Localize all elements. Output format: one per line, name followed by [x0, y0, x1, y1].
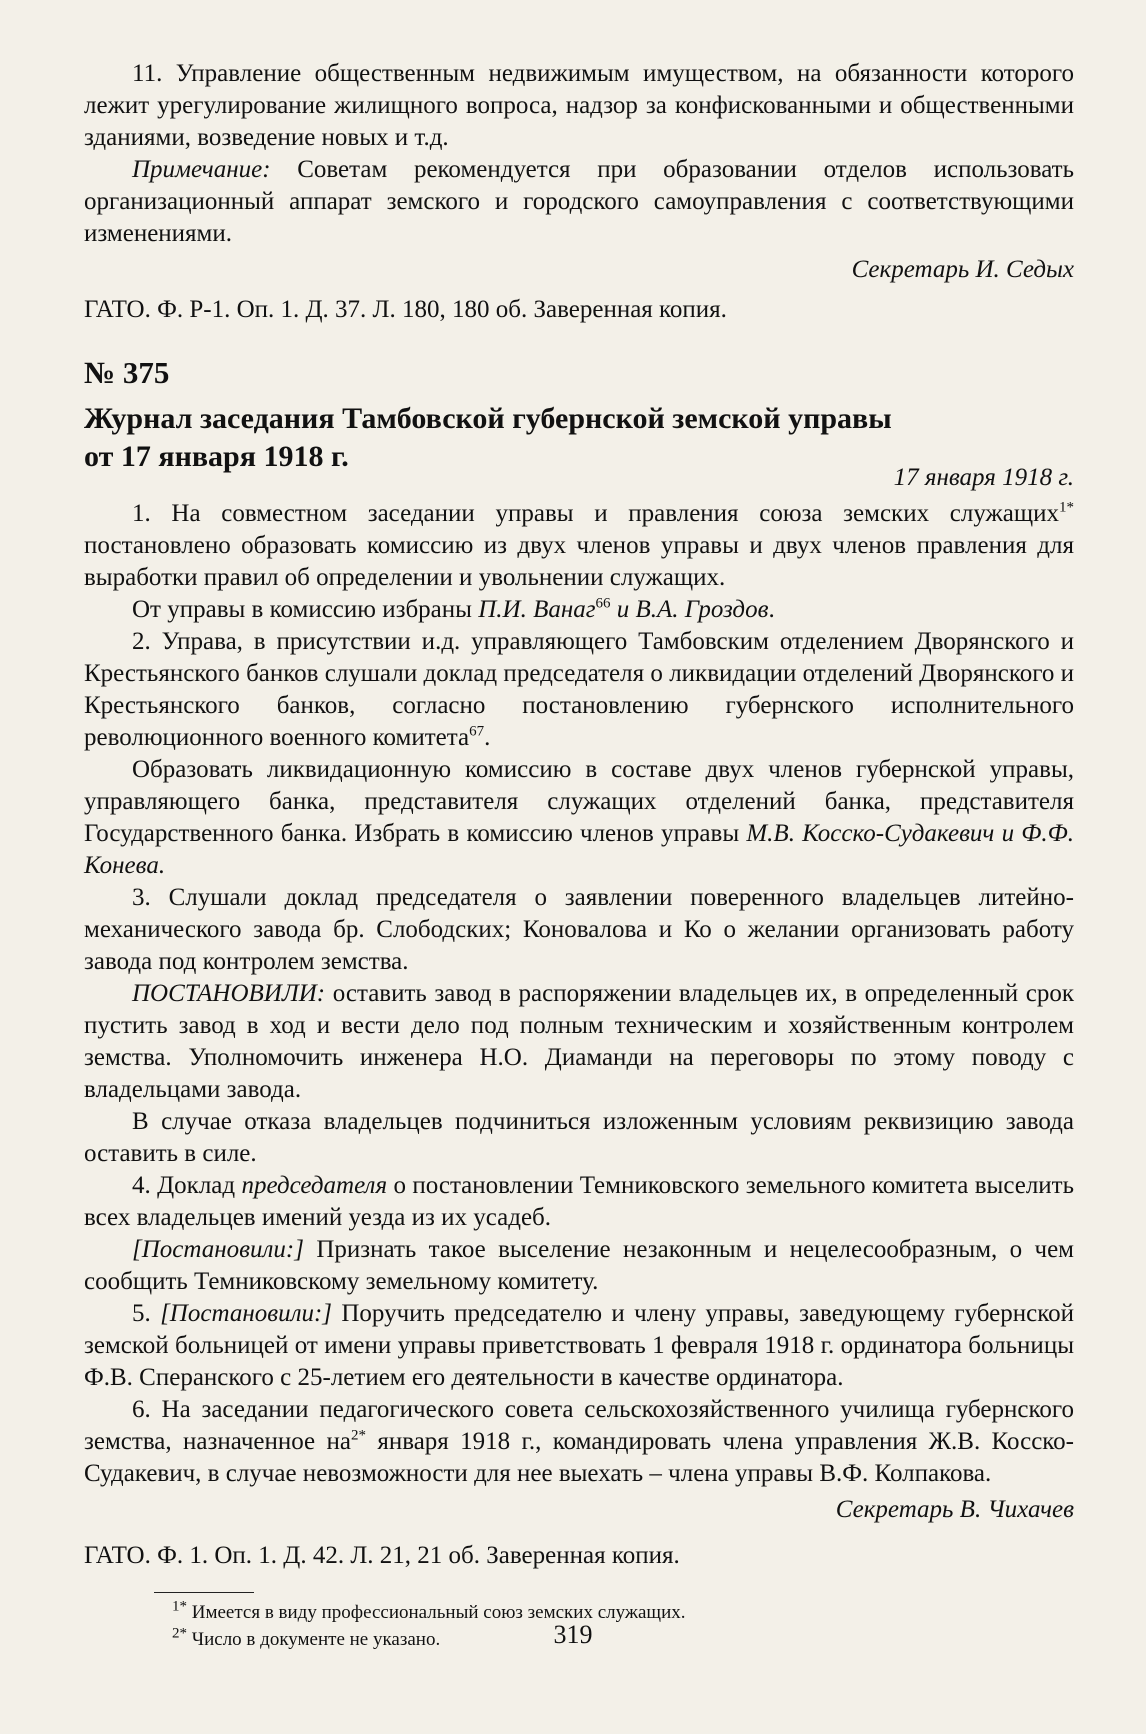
p1-rest: постановлено образовать комиссию из двух членов управы и двух членов правления для выработки правил об определении и увольнении служащих. — [84, 532, 1074, 591]
document-source: ГАТО. Ф. 1. Оп. 1. Д. 42. Л. 21, 21 об. Заверенная копия. — [84, 1542, 680, 1569]
document-number: № 375 — [84, 355, 170, 390]
paragraph-2 — [84, 626, 1074, 754]
paragraph-2b — [84, 754, 1074, 882]
p2-text: 2. Управа, в присутствии и.д. управляющего Тамбовским отделением Дворянского и Крестьянского банков слушали доклад председателя о ликвидации отделений Дворянского и Крестьянского банков, согласно постановлению губернского исполнительного революционного военного комитета — [84, 628, 1074, 751]
footnote-ref-67: 67 — [469, 723, 485, 740]
p4b-label: [Постановили:] — [132, 1236, 304, 1263]
p6-text: 6. На заседании педагогического совета сельскохозяйственного училища губернского земства, назначенное на — [84, 1396, 1074, 1455]
paragraph-3c: В случае отказа владельцев подчиниться изложенным условиям реквизицию завода оставить в силе. — [84, 1108, 1074, 1167]
paragraph-3b — [84, 978, 1074, 1106]
p3b-text: оставить завод в распоряжении владельцев их, в определенный срок пустить завод в ход и вести дело под полным техническим и хозяйственным контролем земства. Уполномочить инженера Н.О. Диаманди на переговоры по этому поводу с владельцами завода. — [84, 980, 1074, 1103]
paragraph-1b — [84, 594, 1074, 626]
footnote-ref-1: 1* — [1059, 499, 1074, 516]
document-date: 17 января 1918 г. — [893, 464, 1074, 491]
p2b-text: Образовать ликвидационную комиссию в составе двух членов губернской управы, управляющего банка, представителя служащих отделений банка, представителя Государственного банка. Избрать в комиссию членов управы — [84, 756, 1074, 847]
page-number: 319 — [553, 1620, 593, 1649]
p3b-label: ПОСТАНОВИЛИ: — [132, 980, 326, 1007]
paragraph-6 — [84, 1394, 1074, 1490]
p1b-text: От управы в комиссию избраны — [132, 596, 479, 623]
p1b-name2: и В.А. Гроздов — [610, 596, 769, 623]
p2b-names: М.В. Косско-Судакевич и Ф.Ф. Конева. — [84, 820, 1074, 879]
prev-source: ГАТО. Ф. Р-1. Оп. 1. Д. 37. Л. 180, 180 об. Заверенная копия. — [84, 296, 727, 323]
prev-note — [84, 154, 1074, 250]
footnote-2-mark: 2* — [172, 1625, 187, 1642]
p4-italic: председателя — [241, 1172, 388, 1199]
paragraph-1 — [84, 498, 1074, 594]
footnote-ref-2: 2* — [350, 1427, 366, 1444]
paragraph-3: 3. Слушали доклад председателя о заявлении поверенного владельцев литейно-механического завода бр. Слободских; Коновалова и Ко о желании организовать работу завода под контролем земства. — [84, 884, 1074, 975]
p1-text: 1. На совместном заседании управы и правления союза земских служащих — [132, 500, 1059, 527]
prev-signature: Секретарь И. Седых — [851, 256, 1074, 283]
paragraph-4 — [84, 1170, 1074, 1234]
p1b-end: . — [768, 596, 775, 623]
footnote-1-text: Имеется в виду профессиональный союз земских служащих. — [187, 1602, 686, 1623]
document-title-line1: Журнал заседания Тамбовской губернской земской управы — [84, 402, 892, 435]
p4b-text: Признать такое выселение незаконным и нецелесообразным, о чем сообщить Темниковскому земельному комитету. — [84, 1236, 1074, 1295]
text-column — [84, 58, 1074, 1653]
p2-end: . — [484, 724, 491, 751]
footnote-ref-66: 66 — [595, 595, 611, 612]
p1b-name1: П.И. Ванаг — [478, 596, 596, 623]
footnote-2-text: Число в документе не указано. — [187, 1629, 441, 1650]
footnote-1-mark: 1* — [172, 1598, 187, 1615]
p5-label: [Постановили:] — [160, 1300, 333, 1327]
document-title-line2: от 17 января 1918 г. — [84, 440, 349, 473]
footnote-rule — [154, 1592, 254, 1593]
p5-start: 5. — [132, 1300, 161, 1327]
note-label: Примечание: — [132, 156, 271, 183]
note-text: Советам рекомендуется при образовании отделов использовать организационный аппарат земского и городского самоуправления с соответствующими изменениями. — [84, 156, 1074, 247]
p6-rest: января 1918 г., командировать члена управления Ж.В. Косско-Судакевич, в случае невозможности для нее выехать – члена управы В.Ф. Колпакова. — [84, 1428, 1074, 1487]
document-signature: Секретарь В. Чихачев — [835, 1496, 1074, 1523]
paragraph-4b — [84, 1234, 1074, 1298]
paragraph-5 — [84, 1298, 1074, 1394]
p4-start: 4. Доклад — [132, 1172, 242, 1199]
p5-text: Поручить председателю и члену управы, заведующему губернской земской больницей от имени управы приветствовать 1 февраля 1918 г. ординатора больницы Ф.В. Сперанского с 25-летием его деятельности в качестве ординатора. — [84, 1300, 1074, 1391]
prev-item-11: 11. Управление общественным недвижимым имуществом, на обязанности которого лежит урегулирование жилищного вопроса, надзор за конфискованными и общественными зданиями, возведение новых и т.д. — [84, 60, 1074, 151]
p4-text: о постановлении Темниковского земельного комитета выселить всех владельцев имений уезда из их усадеб. — [84, 1172, 1074, 1231]
